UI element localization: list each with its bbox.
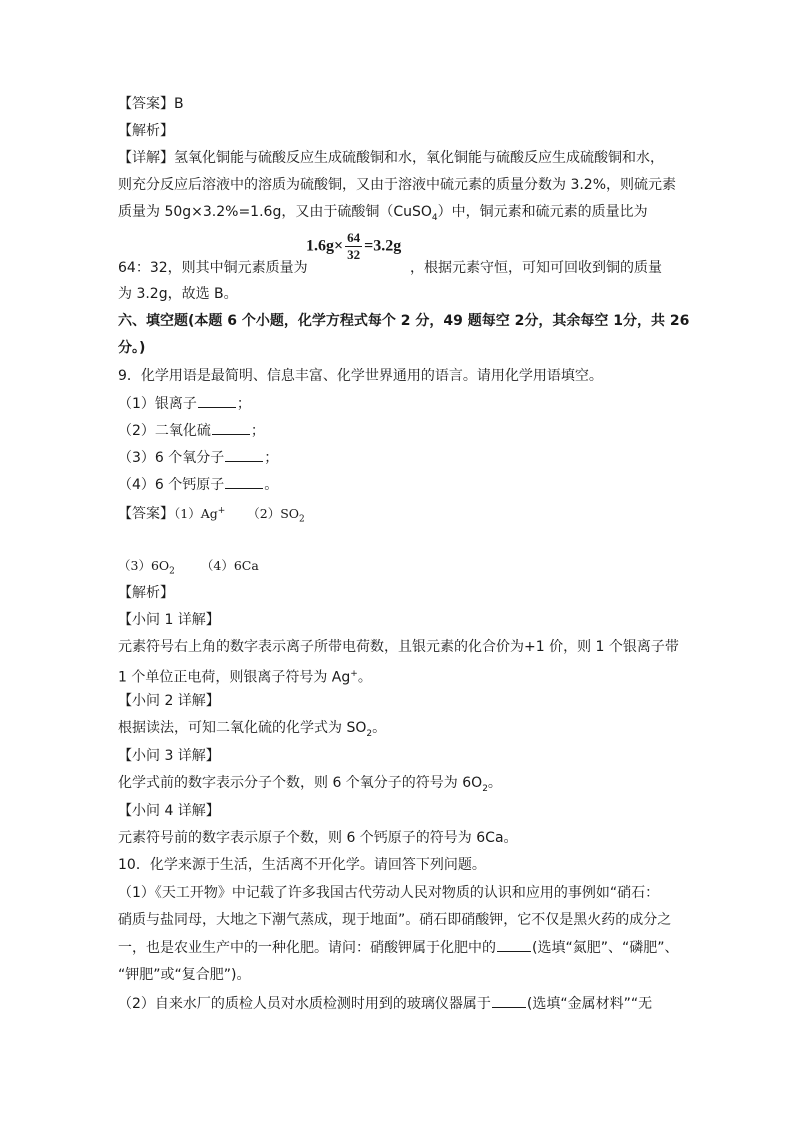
q9-sub-2-line-1-text: 根据读法，可知二氧化硫的化学式为 SO — [118, 720, 367, 736]
q9-answer-line-1 — [118, 501, 305, 530]
q9-answer-2-text: （2）SO — [247, 506, 300, 522]
answer-blank[interactable] — [492, 993, 526, 1008]
q8-detail-line-3 — [118, 202, 648, 228]
q9-analysis-heading: 【解析】 — [118, 585, 174, 601]
q9-sub-3-line-1 — [118, 773, 502, 799]
q9-sub-2-line-1-end: 。 — [372, 720, 387, 736]
formula-numerator: 64 — [347, 230, 361, 245]
q9-sub-1-line-2 — [118, 664, 372, 688]
formula-left: 1.6g× — [306, 237, 344, 255]
q9-sub-1-line-2-end: 。 — [357, 669, 372, 686]
q9-answer-3-sub: 2 — [169, 566, 175, 577]
q10-part-2-line-1-options: (选填“金属材料”“无 — [526, 996, 653, 1012]
q8-detail-line-3-tail: ）中，铜元素和硫元素的质量比为 — [437, 204, 648, 220]
q10-part-1-line-2: 硝质与盐同母，大地之下潮气蒸成，现于地面”。硝石即硝酸钾，它不仅是黑火药的成分之 — [118, 912, 672, 928]
q10-part-1-line-4: “钾肥”或“复合肥”)。 — [118, 967, 251, 983]
q9-sub-3-heading: 【小问 3 详解】 — [118, 748, 220, 764]
q9-sub-1-heading: 【小问 1 详解】 — [118, 612, 220, 628]
q8-analysis-heading: 【解析】 — [118, 123, 174, 139]
formula-right: =3.2g — [364, 237, 402, 255]
section-6-heading-line-2: 分。) — [118, 340, 146, 356]
q10-stem: 10．化学来源于生活，生活离不开化学。请回答下列问题。 — [118, 857, 486, 873]
q9-answer-4: （4）6Ca — [200, 558, 259, 573]
q9-answer-1 — [174, 506, 225, 521]
q9-answer-3-text: （3）6O — [118, 558, 170, 573]
q8-answer: 【答案】B — [118, 96, 184, 112]
formula-denominator: 32 — [347, 247, 361, 262]
q9-part-1-punct: ； — [236, 396, 251, 412]
q9-part-4-text: （4）6 个钙原子 — [118, 477, 225, 493]
answer-blank[interactable] — [225, 474, 263, 489]
q9-part-3 — [118, 447, 278, 468]
q8-detail-line-4a: 64：32，则其中铜元素质量为 — [118, 260, 308, 276]
q9-part-1-text: （1）银离子 — [118, 396, 197, 412]
q10-part-1-line-1: （1）《天工开物》中记载了许多我国古代劳动人民对物质的认识和应用的事例如“硝石： — [118, 885, 660, 901]
q10-part-1-line-3-text: 一，也是农业生产中的一种化肥。请问：硝酸钾属于化肥中的 — [118, 940, 496, 956]
q9-sub-1-line-1: 元素符号右上角的数字表示离子所带电荷数，且银元素的化合价为+1 价，则 1 个银离子带 — [118, 639, 679, 655]
q9-sub-2-line-1 — [118, 718, 386, 744]
answer-blank[interactable] — [497, 937, 531, 952]
q9-part-3-text: （3）6 个氧分子 — [118, 450, 225, 466]
q9-sub-4-line-1: 元素符号前的数字表示原子个数，则 6 个钙原子的符号为 6Ca。 — [118, 830, 518, 846]
q9-answer-2-sub: 2 — [299, 514, 305, 525]
q9-sub-4-heading: 【小问 4 详解】 — [118, 803, 220, 819]
q9-part-3-punct: ； — [264, 450, 279, 466]
q9-sub-2-heading: 【小问 2 详解】 — [118, 693, 220, 709]
q9-answer-heading: 【答案】 — [118, 506, 174, 523]
q9-sub-1-line-2-text: 1 个单位正电荷，则银离子符号为 Ag — [118, 669, 351, 686]
q9-answer-1-sup: + — [217, 506, 226, 516]
q8-detail-line-5: 为 3.2g，故选 B。 — [118, 286, 238, 302]
q8-detail-line-3-text: 质量为 50g×3.2%=1.6g，又由于硫酸铜（CuSO — [118, 204, 432, 220]
q9-sub-3-line-1-sub: 2 — [482, 783, 488, 794]
q9-answer-1-text: （1）Ag — [174, 506, 218, 522]
formula-fraction — [345, 230, 362, 263]
q9-part-2-text: （2）二氧化硫 — [118, 423, 211, 439]
q9-answer-line-2 — [118, 556, 259, 582]
q10-part-1-line-3-options: (选填“氮肥”、“磷肥”、 — [532, 940, 679, 956]
q9-sub-3-line-1-text: 化学式前的数字表示分子个数，则 6 个氧分子的符号为 6O — [118, 775, 483, 791]
q9-sub-3-line-1-end: 。 — [487, 775, 502, 791]
q9-sub-2-line-1-sub: 2 — [366, 728, 373, 739]
answer-blank[interactable] — [212, 420, 250, 435]
q10-part-2-line-1-text: （2）自来水厂的质检人员对水质检测时用到的玻璃仪器属于 — [118, 996, 491, 1012]
answer-blank[interactable] — [198, 393, 236, 408]
q9-part-4-punct: 。 — [264, 477, 279, 493]
answer-blank[interactable] — [225, 447, 263, 462]
q9-stem: 9．化学用语是最简明、信息丰富、化学世界通用的语言。请用化学用语填空。 — [118, 368, 603, 384]
q10-part-1-line-3 — [118, 937, 678, 958]
mass-formula — [306, 230, 401, 280]
q8-detail-line-1: 【详解】氢氧化铜能与硫酸反应生成硫酸铜和水，氧化铜能与硫酸反应生成硫酸铜和水， — [118, 150, 664, 166]
q9-part-1 — [118, 393, 251, 414]
q9-part-4 — [118, 474, 278, 495]
q9-part-2-punct: ； — [250, 423, 265, 439]
q10-part-2-line-1 — [118, 993, 652, 1014]
section-6-heading-line-1: 六、填空题(本题 6 个小题，化学方程式每个 2 分，49 题每空 2分，其余每空 1分，共 26 — [118, 313, 690, 329]
q8-detail-line-3-sub: 4 — [431, 212, 438, 223]
q9-sub-1-line-2-sup: + — [350, 669, 358, 679]
q8-detail-line-2: 则充分反应后溶液中的溶质为硫酸铜，又由于溶液中硫元素的质量分数为 3.2%，则硫元素 — [118, 177, 677, 193]
q8-detail-line-4b: ，根据元素守恒，可知可回收到铜的质量 — [410, 260, 662, 276]
q9-part-2 — [118, 420, 265, 441]
q9-answer-2 — [247, 506, 305, 525]
